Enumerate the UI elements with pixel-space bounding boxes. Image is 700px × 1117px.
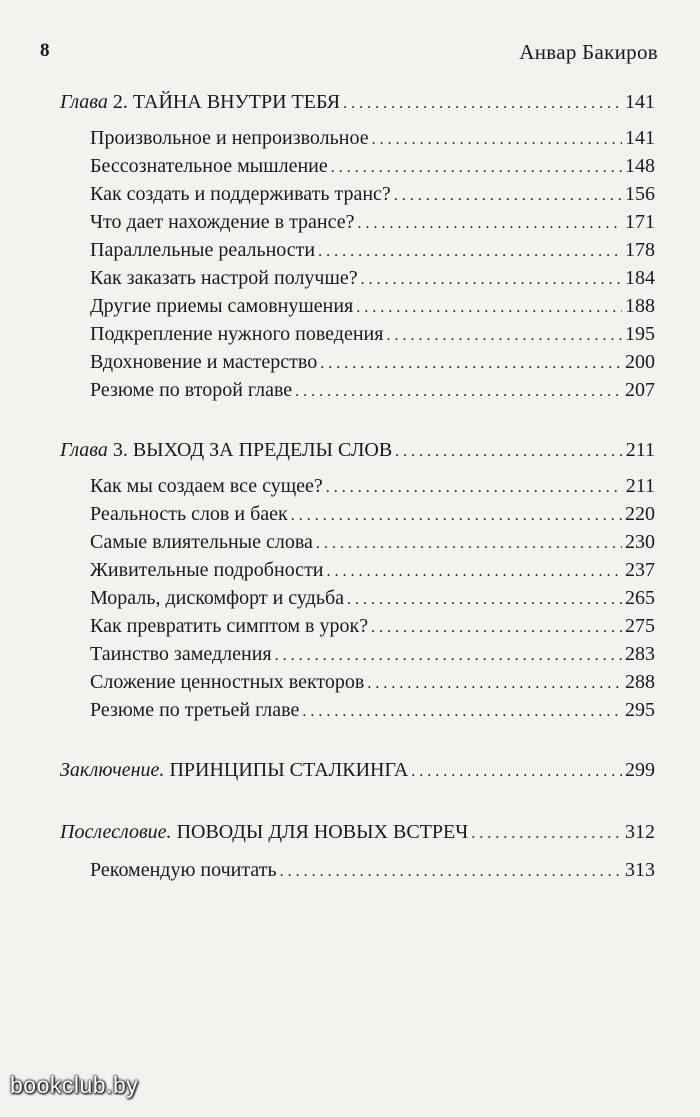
chapter-prefix: Послесловие. (60, 821, 172, 843)
toc-page-number: 148 (625, 155, 655, 177)
toc-entry-label: Что дает нахождение в трансе? (90, 211, 355, 233)
toc-page-number: 141 (625, 127, 655, 149)
toc-page-number: 312 (625, 821, 655, 843)
toc-entry-label: Рекомендую почитать (90, 859, 277, 881)
leader-dots (356, 294, 622, 322)
leader-dots (327, 558, 622, 586)
chapter-prefix: Глава (60, 439, 108, 461)
toc-chapter-2 (60, 88, 655, 116)
toc-entry-label: Самые влиятельные слова (90, 531, 313, 553)
toc-chapter-label (60, 436, 392, 464)
toc-entry (90, 500, 655, 528)
toc-afterword (60, 818, 655, 846)
leader-dots (411, 758, 622, 786)
leader-dots (302, 698, 622, 726)
toc-page-number: 220 (625, 503, 655, 525)
toc-page-number: 295 (625, 699, 655, 721)
leader-dots (358, 210, 622, 238)
toc-page-number: 184 (625, 267, 655, 289)
toc-entry-label: Как мы создаем все сущее? (90, 475, 323, 497)
toc-entry (90, 264, 655, 292)
toc-entry (90, 180, 655, 208)
leader-dots (347, 586, 622, 614)
toc-entry (90, 528, 655, 556)
toc-page-number: 237 (625, 559, 655, 581)
toc-entry-label: Мораль, дискомфорт и судьба (90, 587, 345, 609)
page-number: 8 (40, 40, 50, 61)
toc-entry (90, 472, 655, 500)
toc-entry-label: Как заказать настрой получше? (90, 267, 358, 289)
chapter-prefix: Заключение. (60, 759, 165, 781)
toc-page-number: 230 (625, 531, 655, 553)
toc-entry-label: Параллельные реальности (90, 239, 316, 261)
toc-page-number: 313 (625, 859, 655, 881)
toc-entry-label: Подкрепление нужного поведения (90, 323, 384, 345)
toc-page-number: 211 (625, 439, 655, 461)
toc-entry-label: Бессознательное мышление (90, 155, 328, 177)
toc-entry-label: Как создать и поддерживать транс? (90, 183, 391, 205)
toc-entry (90, 320, 655, 348)
toc-page-number: 188 (625, 295, 655, 317)
toc-entry-label: Сложение ценностных векторов (90, 671, 365, 693)
leader-dots (326, 474, 623, 502)
toc-entry (90, 612, 655, 640)
leader-dots (394, 182, 622, 210)
leader-dots (318, 238, 622, 266)
toc-entry (90, 696, 655, 724)
page-header (40, 40, 658, 70)
leader-dots (316, 530, 622, 558)
toc-entry-label: Резюме по третьей главе (90, 699, 300, 721)
chapter-title: 2. ТАЙНА ВНУТРИ ТЕБЯ (107, 91, 341, 113)
leader-dots (372, 126, 622, 154)
leader-dots (291, 502, 622, 530)
toc-entry-label: Другие приемы самовнушения (90, 295, 354, 317)
leader-dots (367, 670, 622, 698)
leader-dots (320, 350, 622, 378)
watermark: bookclub.by (10, 1072, 139, 1098)
toc-entry (90, 376, 655, 404)
leader-dots (395, 438, 623, 466)
toc-page-number: 283 (625, 643, 655, 665)
toc-chapter-label (60, 756, 408, 784)
toc-entry-label: Вдохновение и мастерство (90, 351, 318, 373)
toc-chapter-label (60, 818, 468, 846)
toc-entry (90, 668, 655, 696)
leader-dots (331, 154, 622, 182)
toc-conclusion (60, 756, 655, 784)
toc-entry (90, 152, 655, 180)
leader-dots (343, 90, 622, 118)
toc-page-number: 141 (625, 91, 655, 113)
toc-entry-label: Как превратить симптом в урок? (90, 615, 369, 637)
leader-dots (295, 378, 622, 406)
toc-entry (90, 348, 655, 376)
toc-entry (90, 640, 655, 668)
toc-chapter-label (60, 88, 340, 116)
toc-page-number: 156 (625, 183, 655, 205)
toc-entry-label: Реальность слов и баек (90, 503, 288, 525)
toc-entry (90, 124, 655, 152)
leader-dots (471, 820, 622, 848)
chapter-title: ПРИНЦИПЫ СТАЛКИНГА (164, 759, 409, 781)
toc-page-number: 211 (625, 475, 655, 497)
chapter-title: 3. ВЫХОД ЗА ПРЕДЕЛЫ СЛОВ (107, 439, 393, 461)
leader-dots (280, 858, 622, 886)
toc-entry-label: Таинство замедления (90, 643, 272, 665)
toc-entry-label: Резюме по второй главе (90, 379, 293, 401)
toc-entry-label: Произвольное и непроизвольное (90, 127, 369, 149)
leader-dots (275, 642, 622, 670)
toc-entry (90, 856, 655, 884)
toc-page-number: 288 (625, 671, 655, 693)
toc-page-number: 178 (625, 239, 655, 261)
chapter-prefix: Глава (60, 91, 108, 113)
toc-page-number: 207 (625, 379, 655, 401)
toc-page-number: 299 (625, 759, 655, 781)
leader-dots (361, 266, 622, 294)
toc-entry-label: Живительные подробности (90, 559, 324, 581)
toc-page-number: 265 (625, 587, 655, 609)
leader-dots (386, 322, 622, 350)
toc-entry (90, 236, 655, 264)
toc-page-number: 171 (625, 211, 655, 233)
toc-entry (90, 292, 655, 320)
toc-entry (90, 584, 655, 612)
toc-page-number: 200 (625, 351, 655, 373)
leader-dots (371, 614, 622, 642)
toc-entry (90, 556, 655, 584)
toc-chapter-3 (60, 436, 655, 464)
chapter-title: ПОВОДЫ ДЛЯ НОВЫХ ВСТРЕЧ (171, 821, 469, 843)
running-title: Анвар Бакиров (519, 40, 658, 64)
toc-page-number: 195 (625, 323, 655, 345)
toc-page-number: 275 (625, 615, 655, 637)
toc-entry (90, 208, 655, 236)
